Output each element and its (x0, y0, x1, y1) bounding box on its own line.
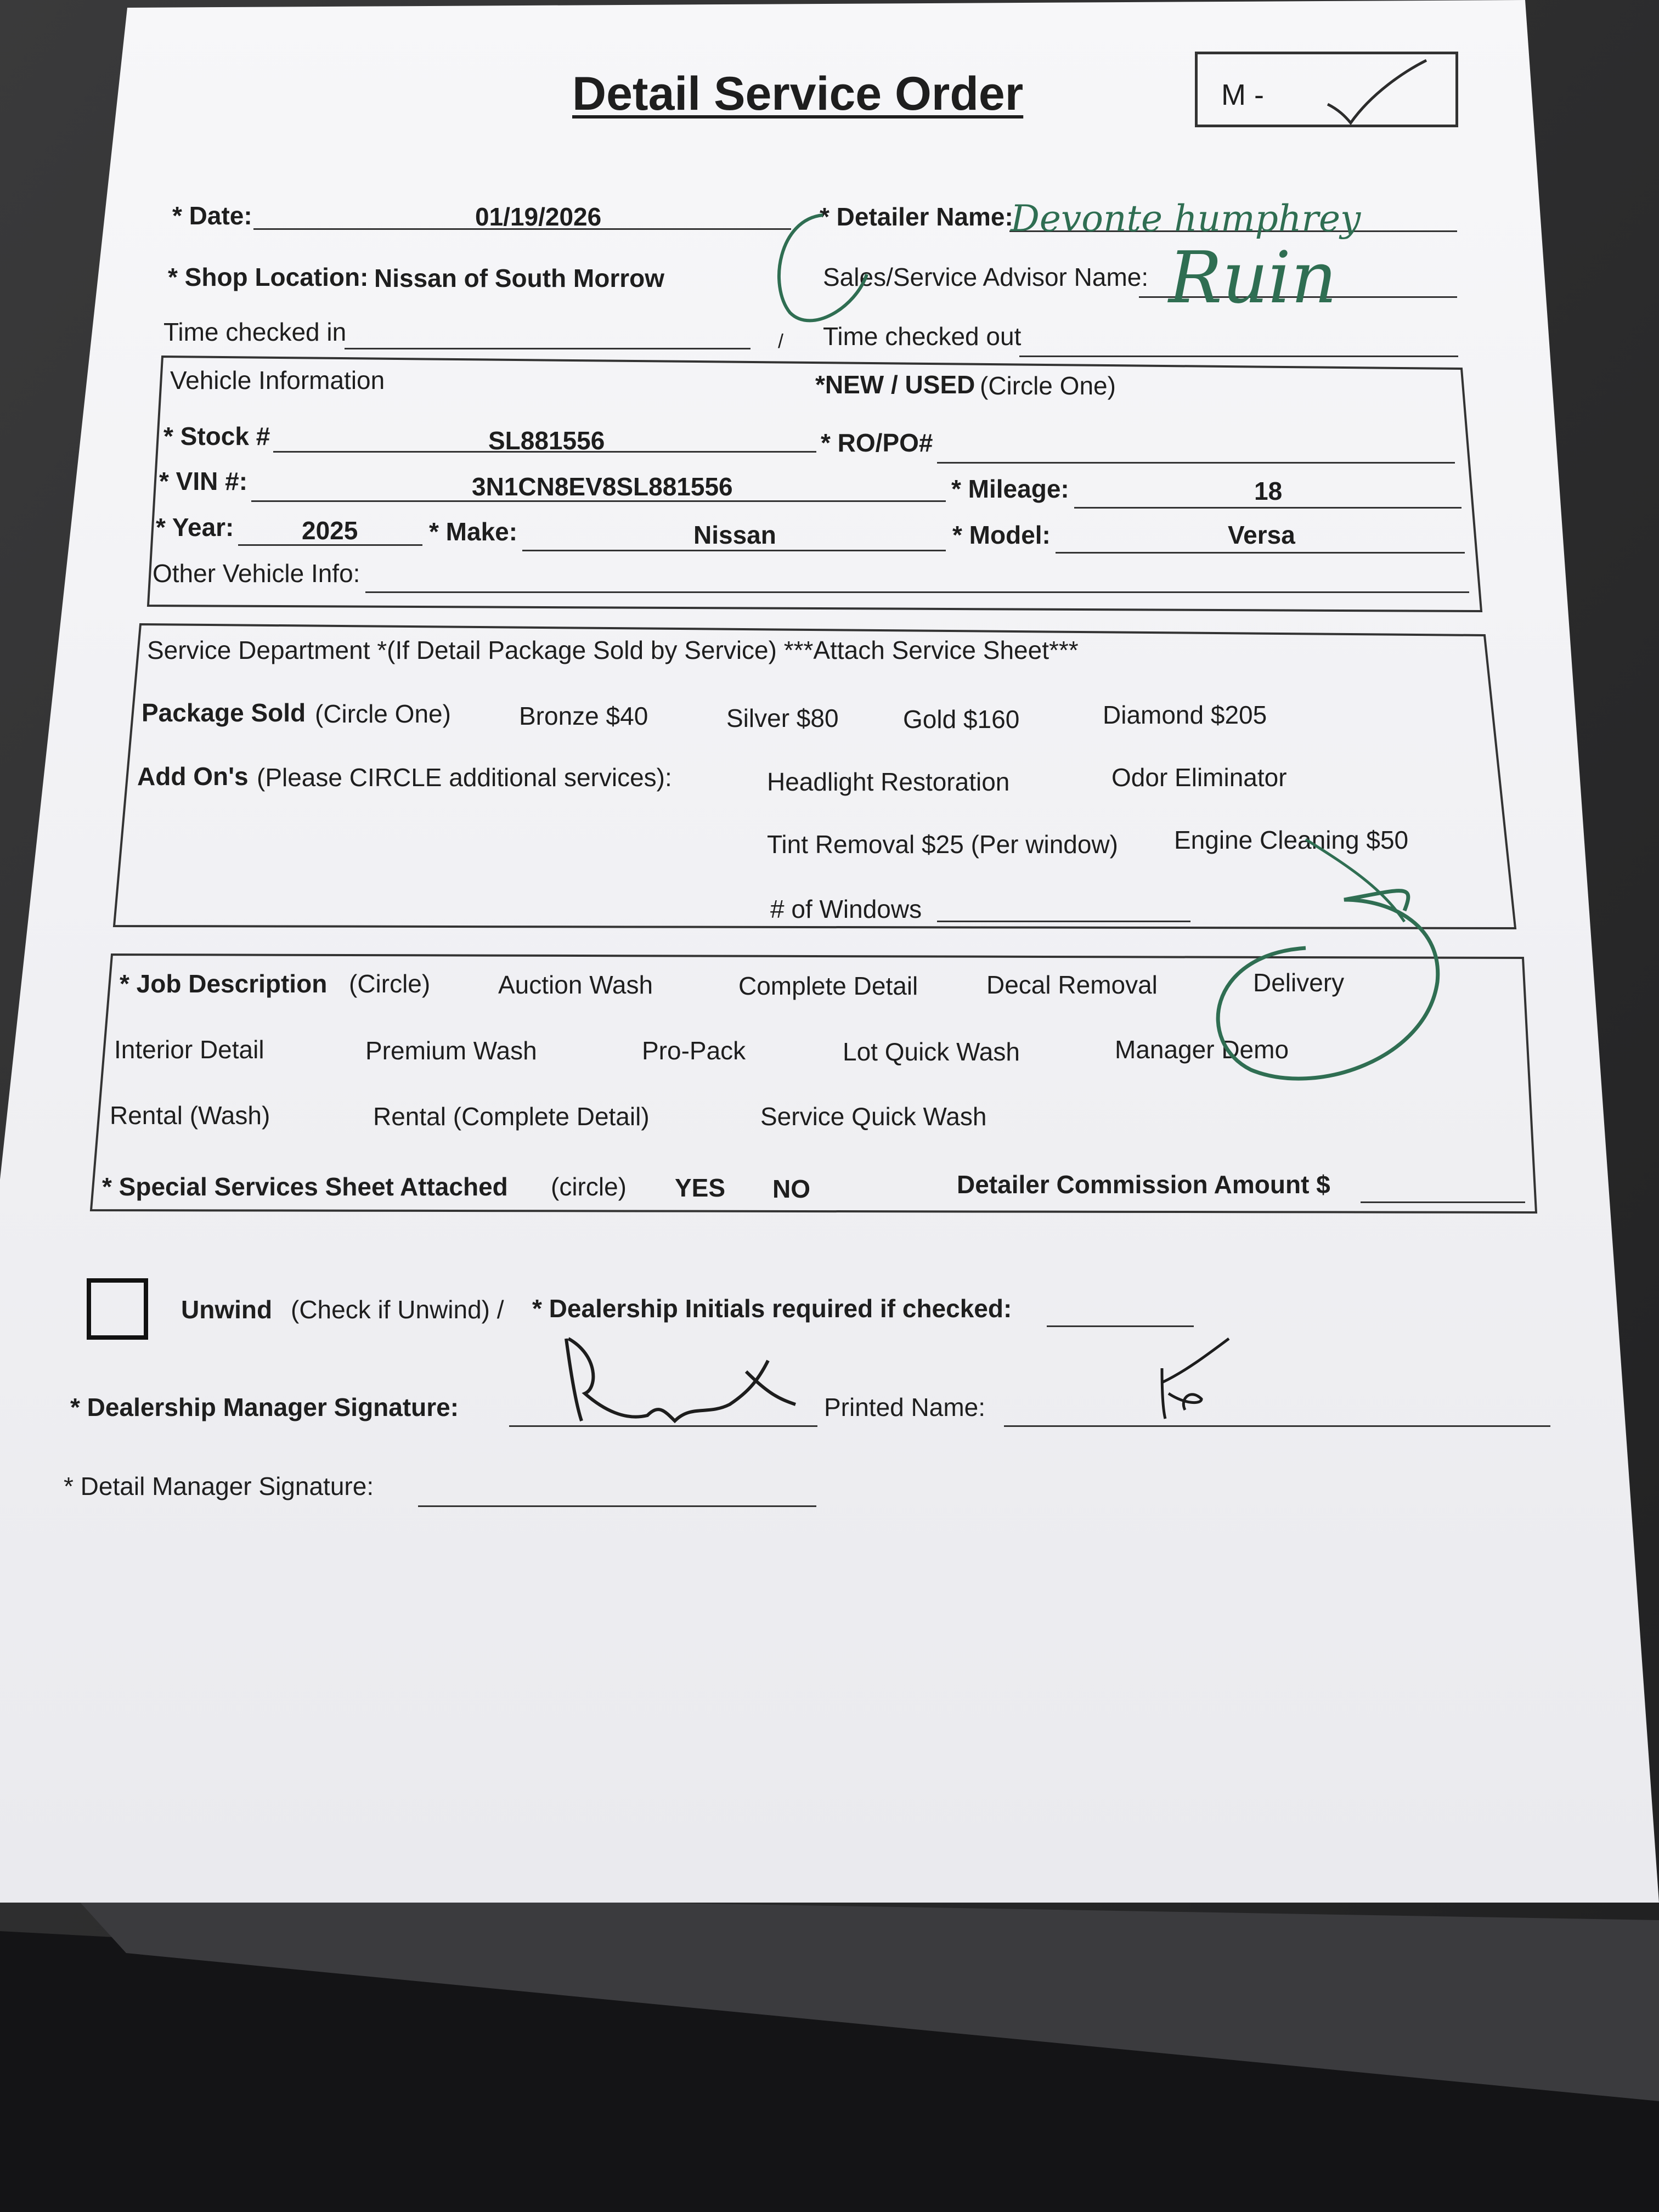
job-note: (Circle) (349, 969, 431, 998)
special-yes: YES (675, 1173, 726, 1202)
job-decal-removal: Decal Removal (986, 970, 1158, 999)
job-rental-wash: Rental (Wash) (110, 1101, 270, 1130)
stock-value: SL881556 (488, 426, 605, 455)
addons-note: (Please CIRCLE additional services): (257, 763, 672, 792)
vin-label: * VIN #: (159, 467, 248, 495)
printed-name-line (1004, 1425, 1550, 1427)
advisor-label: Sales/Service Advisor Name: (823, 263, 1149, 291)
detail-manager-signature-label: * Detail Manager Signature: (64, 1472, 374, 1500)
job-auction-wash: Auction Wash (498, 970, 653, 999)
date-value: 01/19/2026 (475, 202, 602, 231)
ro-label: * RO/PO# (821, 428, 933, 457)
package-bronze: Bronze $40 (519, 702, 648, 730)
unwind-checkbox[interactable] (87, 1278, 148, 1340)
commission-label: Detailer Commission Amount $ (957, 1170, 1330, 1199)
time-in-line (345, 348, 751, 349)
initials-line (1047, 1325, 1194, 1327)
unwind-label: Unwind (181, 1295, 273, 1324)
advisor-name-handwriting: Ruin (1169, 236, 1337, 319)
other-info-line (365, 591, 1469, 593)
detailer-label: * Detailer Name: (820, 202, 1013, 231)
ro-line (937, 462, 1455, 464)
package-label: Package Sold (142, 698, 306, 727)
vehicle-section-label: Vehicle Information (170, 366, 385, 394)
special-no: NO (772, 1175, 810, 1203)
new-used-label: *NEW / USED (815, 370, 975, 399)
job-pro-pack: Pro-Pack (642, 1036, 746, 1065)
shop-value: Nissan of South Morrow (374, 264, 664, 292)
make-line (522, 550, 946, 551)
package-note: (Circle One) (315, 699, 451, 728)
new-used-note: (Circle One) (980, 371, 1116, 400)
m-box-label: M - (1221, 78, 1264, 111)
detailer-name-handwriting: Devonte humphrey (1011, 198, 1361, 240)
job-manager-demo: Manager Demo (1115, 1035, 1289, 1064)
addon-headlight: Headlight Restoration (767, 768, 1010, 796)
service-header: Service Department *(If Detail Package Sold by Service) ***Attach Service Sheet*** (147, 636, 1079, 664)
stock-label: * Stock # (163, 422, 270, 450)
date-label: * Date: (172, 201, 252, 230)
windows-line (937, 921, 1190, 922)
job-rental-complete: Rental (Complete Detail) (373, 1102, 650, 1131)
job-service-quick-wash: Service Quick Wash (760, 1102, 987, 1131)
vin-value: 3N1CN8EV8SL881556 (472, 472, 733, 501)
year-value: 2025 (302, 516, 358, 545)
make-label: * Make: (429, 517, 518, 546)
job-lot-quick-wash: Lot Quick Wash (843, 1037, 1020, 1066)
job-label: * Job Description (120, 969, 328, 998)
model-line (1056, 552, 1465, 554)
mileage-line (1074, 507, 1462, 509)
time-out-line (1019, 356, 1458, 357)
other-info-label: Other Vehicle Info: (153, 559, 360, 588)
commission-line (1361, 1201, 1525, 1203)
job-premium-wash: Premium Wash (365, 1036, 537, 1065)
windows-label: # of Windows (770, 895, 922, 923)
job-delivery: Delivery (1253, 968, 1345, 997)
form-title: Detail Service Order (572, 67, 1024, 120)
time-in-label: Time checked in (163, 318, 347, 346)
special-note: (circle) (551, 1172, 627, 1201)
model-label: * Model: (952, 521, 1051, 549)
addon-tint: Tint Removal $25 (Per window) (767, 830, 1118, 859)
year-label: * Year: (156, 513, 234, 541)
model-value: Versa (1228, 521, 1295, 549)
addons-label: Add On's (137, 762, 249, 791)
package-silver: Silver $80 (726, 704, 839, 732)
addon-odor: Odor Eliminator (1111, 763, 1287, 792)
make-value: Nissan (693, 521, 776, 549)
mileage-label: * Mileage: (951, 475, 1069, 503)
manager-signature-label: * Dealership Manager Signature: (70, 1393, 459, 1421)
mileage-value: 18 (1254, 477, 1283, 505)
manager-signature-line (509, 1425, 817, 1427)
slash-separator: / (778, 330, 784, 352)
time-out-label: Time checked out (823, 322, 1022, 351)
job-interior-detail: Interior Detail (114, 1035, 264, 1064)
shop-label: * Shop Location: (168, 263, 369, 291)
special-label: * Special Services Sheet Attached (102, 1172, 508, 1201)
printed-name-label: Printed Name: (824, 1393, 986, 1421)
initials-label: * Dealership Initials required if checked: (532, 1294, 1012, 1323)
unwind-note: (Check if Unwind) / (291, 1295, 504, 1324)
package-diamond: Diamond $205 (1103, 701, 1267, 729)
job-complete-detail: Complete Detail (738, 972, 918, 1000)
addon-engine: Engine Cleaning $50 (1174, 826, 1409, 854)
package-gold: Gold $160 (903, 705, 1020, 733)
detail-manager-signature-line (418, 1505, 816, 1507)
